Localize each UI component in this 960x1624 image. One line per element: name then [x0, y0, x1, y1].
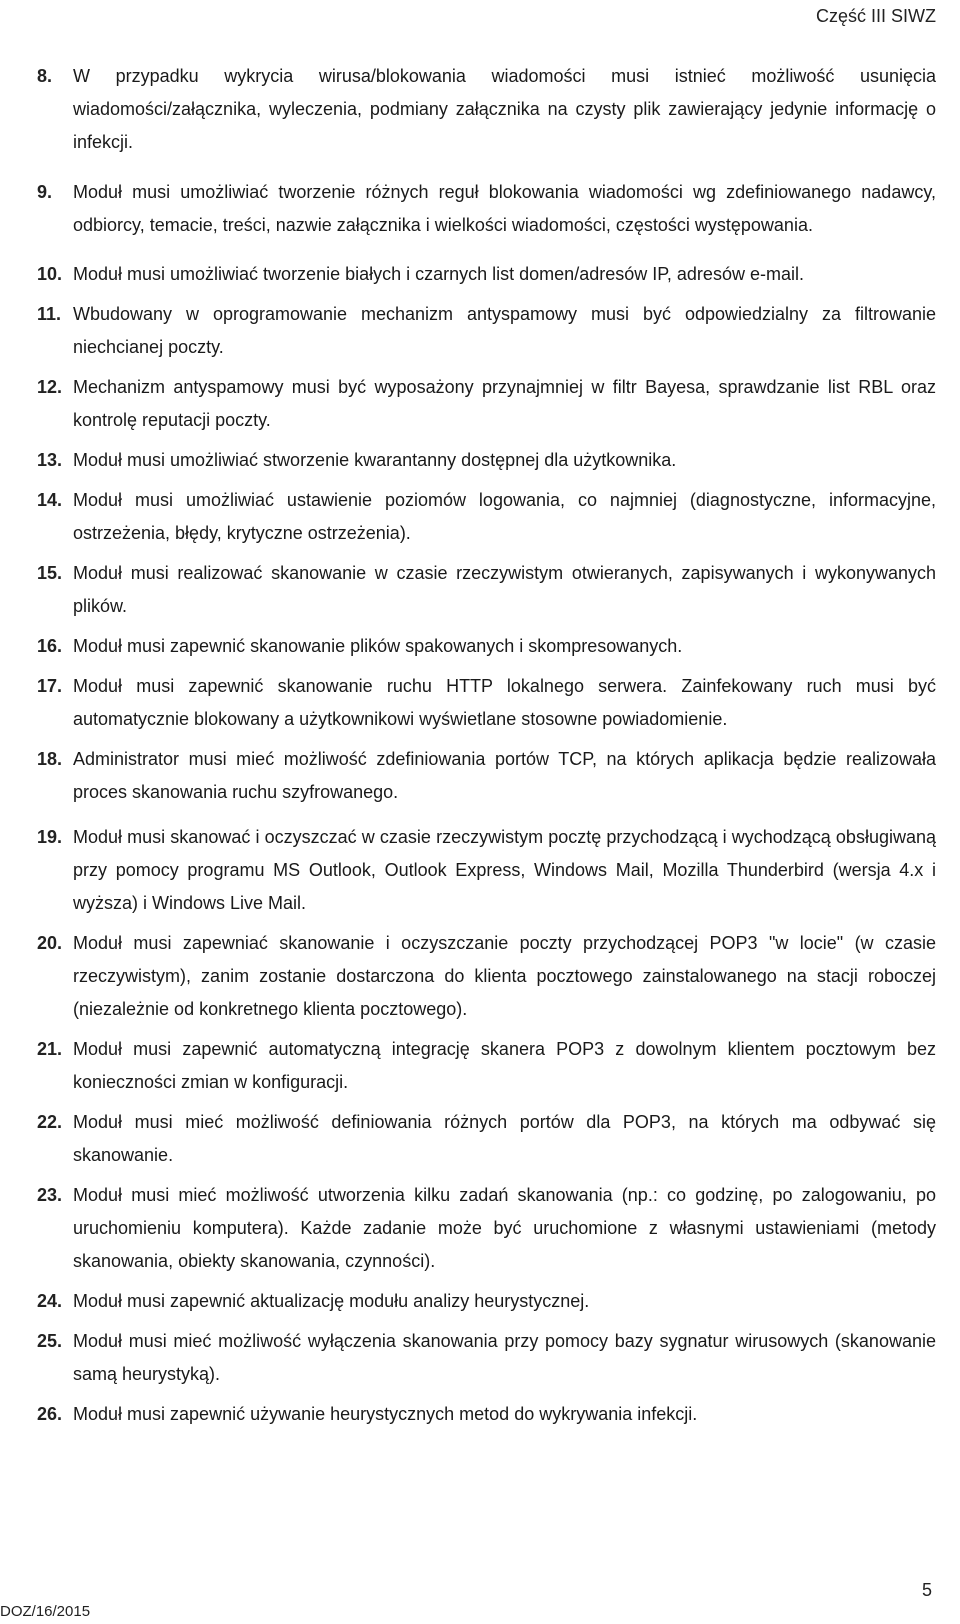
item-text: Moduł musi zapewnić automatyczną integrację skanera POP3 z dowolnym klientem pocztowym bez konieczności zmian w konfiguracji.: [73, 1039, 936, 1092]
list-item: [37, 1285, 936, 1318]
list-item: [37, 258, 936, 291]
list-item: [37, 630, 936, 663]
item-number: 11.: [37, 304, 62, 324]
item-number: 14.: [37, 490, 63, 510]
item-number: 22.: [37, 1112, 63, 1132]
item-text: Moduł musi umożliwiać tworzenie białych i czarnych list domen/adresów IP, adresów e-mail.: [73, 264, 804, 284]
list-item: [37, 1325, 936, 1391]
document-reference: DOZ/16/2015: [0, 1603, 91, 1620]
item-text: Mechanizm antyspamowy musi być wyposażony przynajmniej w filtr Bayesa, sprawdzanie list RBL oraz kontrolę reputacji poczty.: [73, 377, 936, 430]
item-text: Moduł musi umożliwiać stworzenie kwarantanny dostępnej dla użytkownika.: [73, 450, 677, 470]
item-number: 9.: [37, 182, 53, 202]
item-number: 25.: [37, 1331, 63, 1351]
item-text: Moduł musi mieć możliwość wyłączenia skanowania przy pomocy bazy sygnatur wirusowych (skanowanie samą heurystyką).: [73, 1331, 936, 1384]
list-item: [37, 670, 936, 736]
item-number: 8.: [37, 66, 53, 86]
page-number: 5: [921, 1580, 932, 1600]
item-number: 19.: [37, 827, 63, 847]
item-text: Moduł musi umożliwiać ustawienie poziomów logowania, co najmniej (diagnostyczne, informacyjne, ostrzeżenia, błędy, krytyczne ostrzeżenia).: [73, 490, 936, 543]
item-number: 12.: [37, 377, 63, 397]
item-text: Wbudowany w oprogramowanie mechanizm antyspamowy musi być odpowiedzialny za filtrowanie niechcianej poczty.: [73, 304, 936, 357]
list-item: [37, 821, 936, 920]
list-item: [37, 60, 936, 159]
list-item: [37, 1033, 936, 1099]
item-text: Moduł musi realizować skanowanie w czasie rzeczywistym otwieranych, zapisywanych i wykonywanych plików.: [73, 563, 936, 616]
item-text: Moduł musi zapewnić aktualizację modułu analizy heurystycznej.: [73, 1291, 590, 1311]
item-text: Moduł musi zapewnić skanowanie ruchu HTTP lokalnego serwera. Zainfekowany ruch musi być automatycznie blokowany a użytkownikowi wyświetlane stosowne powiadomienie.: [73, 676, 936, 729]
item-text: Moduł musi skanować i oczyszczać w czasie rzeczywistym pocztę przychodzącą i wychodzącą obsługiwaną przy pomocy programu MS Outlook, Outlook Express, Windows Mail, Mozilla Thunderbird (wersja 4.x i wyższa) i Windows Live Mail.: [73, 827, 936, 913]
list-item: [37, 371, 936, 437]
item-text: Administrator musi mieć możliwość zdefiniowania portów TCP, na których aplikacja będzie realizowała proces skanowania ruchu szyfrowanego.: [73, 749, 936, 802]
page-header: Część III SIWZ: [815, 6, 936, 26]
requirements-list: [37, 60, 936, 1438]
list-item: [37, 557, 936, 623]
item-number: 21.: [37, 1039, 63, 1059]
item-number: 24.: [37, 1291, 63, 1311]
item-text: W przypadku wykrycia wirusa/blokowania wiadomości musi istnieć możliwość usunięcia wiadomości/załącznika, wyleczenia, podmiany załącznika na czysty plik zawierający jedynie informację o infekcji.: [73, 66, 936, 152]
list-item: [37, 1179, 936, 1278]
item-number: 13.: [37, 450, 63, 470]
item-number: 26.: [37, 1404, 63, 1424]
item-number: 18.: [37, 749, 63, 769]
item-number: 10.: [37, 264, 63, 284]
list-item: [37, 298, 936, 364]
item-number: 16.: [37, 636, 63, 656]
list-item: [37, 743, 936, 809]
list-item: [37, 927, 936, 1026]
item-number: 15.: [37, 563, 63, 583]
list-item: [37, 1106, 936, 1172]
list-item: [37, 176, 936, 242]
item-text: Moduł musi mieć możliwość utworzenia kilku zadań skanowania (np.: co godzinę, po zalogowaniu, po uruchomieniu komputera). Każde zadanie może być uruchomione z własnymi ustawieniami (metody skanowania, obiekty skanowania, czynności).: [73, 1185, 936, 1271]
item-text: Moduł musi umożliwiać tworzenie różnych reguł blokowania wiadomości wg zdefiniowanego nadawcy, odbiorcy, temacie, treści, nazwie załącznika i wielkości wiadomości, częstości występowania.: [73, 182, 936, 235]
item-number: 23.: [37, 1185, 63, 1205]
item-text: Moduł musi zapewniać skanowanie i oczyszczanie poczty przychodzącej POP3 "w locie" (w czasie rzeczywistym), zanim zostanie dostarczona do klienta pocztowego zainstalowanego na stacji roboczej (niezależnie od konkretnego klienta pocztowego).: [73, 933, 936, 1019]
item-number: 17.: [37, 676, 63, 696]
item-text: Moduł musi zapewnić skanowanie plików spakowanych i skompresowanych.: [73, 636, 683, 656]
list-item: [37, 1398, 936, 1431]
list-item: [37, 484, 936, 550]
item-text: Moduł musi mieć możliwość definiowania różnych portów dla POP3, na których ma odbywać się skanowanie.: [73, 1112, 936, 1165]
list-item: [37, 444, 936, 477]
item-text: Moduł musi zapewnić używanie heurystycznych metod do wykrywania infekcji.: [73, 1404, 698, 1424]
item-number: 20.: [37, 933, 63, 953]
